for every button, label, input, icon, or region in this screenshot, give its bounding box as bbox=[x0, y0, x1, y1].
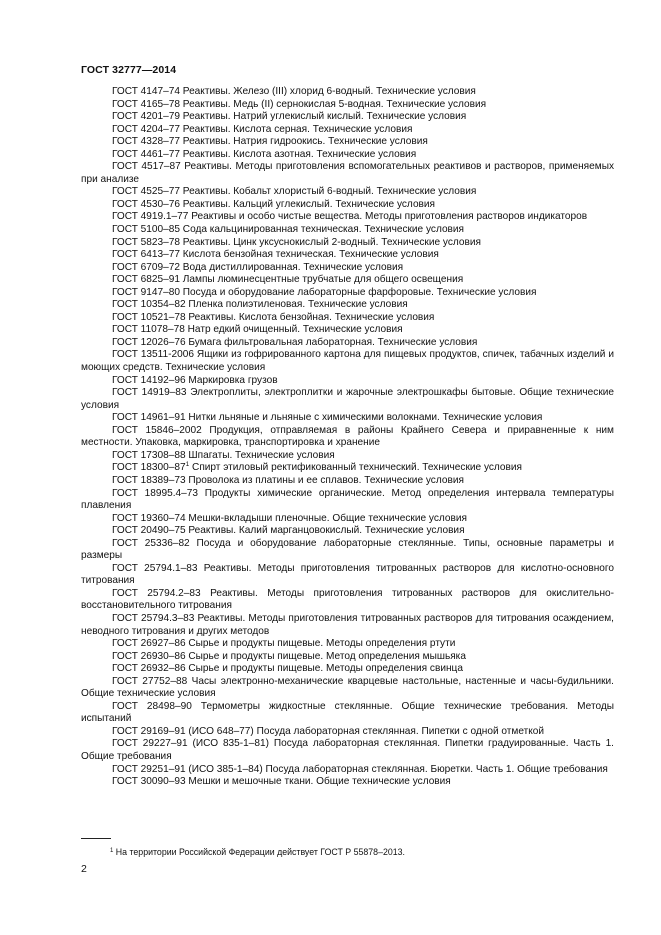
reference-entry bbox=[81, 462, 614, 475]
reference-text: ГОСТ 26930–86 Сырье и продукты пищевые. Метод определения мышьяка bbox=[112, 650, 466, 662]
reference-text: ГОСТ 4328–77 Реактивы. Натрия гидроокись. Технические условия bbox=[112, 136, 428, 148]
reference-text: ГОСТ 4530–76 Реактивы. Кальций углекислый. Технические условия bbox=[112, 198, 436, 210]
reference-entry bbox=[81, 86, 614, 99]
reference-entry bbox=[81, 211, 614, 224]
reference-entry bbox=[81, 676, 614, 701]
reference-text: ГОСТ 4204–77 Реактивы. Кислота серная. Технические условия bbox=[112, 123, 413, 135]
reference-entry bbox=[81, 299, 614, 312]
reference-entry bbox=[81, 613, 614, 638]
reference-text: ГОСТ 18995.4–73 Продукты химические органические. Метод определения интервала температуры плавления bbox=[81, 487, 614, 512]
reference-text: ГОСТ 25794.3–83 Реактивы. Методы приготовления титрованных растворов для титрования осаждением, неводного титрования и других методов bbox=[81, 612, 614, 637]
reference-text: ГОСТ 25336–82 Посуда и оборудование лабораторные стеклянные. Типы, основные параметры и размеры bbox=[81, 537, 614, 562]
reference-text: ГОСТ 18389–73 Проволока из платины и ее сплавов. Технические условия bbox=[112, 474, 464, 486]
reference-text: ГОСТ 30090–93 Мешки и мешочные ткани. Общие технические условия bbox=[112, 776, 451, 788]
reference-entry bbox=[81, 538, 614, 563]
reference-entry bbox=[81, 475, 614, 488]
reference-entry bbox=[81, 262, 614, 275]
reference-text: ГОСТ 29227–91 (ИСО 835-1–81) Посуда лабораторная стеклянная. Пипетки градуированные. Часть 1. Общие требования bbox=[81, 738, 614, 762]
reference-entry bbox=[81, 224, 614, 237]
reference-entry bbox=[81, 651, 614, 664]
reference-text: ГОСТ 26932–86 Сырье и продукты пищевые. Методы определения свинца bbox=[112, 663, 463, 675]
footnote-marker: 1 bbox=[110, 848, 114, 854]
reference-text: ГОСТ 26927–86 Сырье и продукты пищевые. Методы определения ртути bbox=[112, 638, 456, 650]
reference-text: ГОСТ 5100–85 Сода кальцинированная техническая. Технические условия bbox=[112, 224, 465, 236]
reference-entry bbox=[81, 588, 614, 613]
reference-entry bbox=[81, 287, 614, 300]
reference-text: ГОСТ 18300–87 bbox=[112, 462, 186, 474]
reference-entry bbox=[81, 488, 614, 513]
reference-text: ГОСТ 4147–74 Реактивы. Железо (III) хлорид 6-водный. Технические условия bbox=[112, 86, 476, 97]
reference-text: ГОСТ 4461–77 Реактивы. Кислота азотная. Технические условия bbox=[112, 148, 417, 160]
reference-entry bbox=[81, 375, 614, 388]
page-number: 2 bbox=[81, 863, 87, 875]
reference-entry bbox=[81, 738, 614, 763]
reference-entry bbox=[81, 111, 614, 124]
reference-entry bbox=[81, 663, 614, 676]
reference-text: ГОСТ 29169–91 (ИСО 648–77) Посуда лабораторная стеклянная. Пипетки с одной отметкой bbox=[112, 725, 545, 737]
footnote-separator bbox=[81, 838, 111, 839]
reference-text: ГОСТ 4165–78 Реактивы. Медь (II) сернокислая 5-водная. Технические условия bbox=[112, 98, 487, 110]
reference-entry bbox=[81, 237, 614, 250]
reference-entry bbox=[81, 513, 614, 526]
reference-entry bbox=[81, 337, 614, 350]
reference-text: ГОСТ 14192–96 Маркировка грузов bbox=[112, 374, 278, 386]
reference-text: ГОСТ 5823–78 Реактивы. Цинк уксуснокислый 2-водный. Технические условия bbox=[112, 236, 481, 248]
reference-text: ГОСТ 14961–91 Нитки льняные и льняные с химическими волокнами. Технические условия bbox=[112, 412, 543, 424]
reference-text: ГОСТ 4517–87 Реактивы. Методы приготовления вспомогательных реактивов и растворов, применяемых при анализе bbox=[81, 161, 614, 185]
page-header: ГОСТ 32777—2014 bbox=[81, 64, 177, 76]
reference-text: ГОСТ 9147–80 Посуда и оборудование лабораторные фарфоровые. Технические условия bbox=[112, 286, 537, 298]
reference-entry bbox=[81, 161, 614, 186]
reference-entry bbox=[81, 701, 614, 726]
reference-entry bbox=[81, 324, 614, 337]
reference-text: ГОСТ 13511-2006 Ящики из гофрированного картона для пищевых продуктов, спичек, табачных изделий и моющих средств. Технические условия bbox=[81, 349, 614, 374]
reference-text: ГОСТ 4525–77 Реактивы. Кобальт хлористый 6-водный. Технические условия bbox=[112, 186, 477, 198]
reference-text: ГОСТ 4919.1–77 Реактивы и особо чистые вещества. Методы приготовления растворов индикаторов bbox=[112, 211, 588, 223]
reference-entry bbox=[81, 124, 614, 137]
reference-entry bbox=[81, 525, 614, 538]
footnote bbox=[110, 847, 405, 858]
reference-entry bbox=[81, 412, 614, 425]
reference-text: ГОСТ 25794.2–83 Реактивы. Методы приготовления титрованных растворов для окислительно-восстановительного титрования bbox=[81, 587, 614, 612]
reference-text: ГОСТ 10521–78 Реактивы. Кислота бензойная. Технические условия bbox=[112, 311, 435, 323]
reference-entry bbox=[81, 99, 614, 112]
reference-text: ГОСТ 12026–76 Бумага фильтровальная лабораторная. Технические условия bbox=[112, 336, 478, 348]
reference-entry bbox=[81, 136, 614, 149]
reference-text: ГОСТ 6413–77 Кислота бензойная техническая. Технические условия bbox=[112, 249, 439, 261]
reference-entry bbox=[81, 199, 614, 212]
reference-entry bbox=[81, 274, 614, 287]
reference-text: ГОСТ 29251–91 (ИСО 385-1–84) Посуда лабораторная стеклянная. Бюретки. Часть 1. Общие требования bbox=[112, 763, 608, 775]
reference-entry bbox=[81, 638, 614, 651]
reference-text: ГОСТ 11078–78 Натр едкий очищенный. Технические условия bbox=[112, 324, 403, 336]
reference-text: ГОСТ 25794.1–83 Реактивы. Методы приготовления титрованных растворов для кислотно-основного титрования bbox=[81, 562, 614, 587]
reference-entry bbox=[81, 249, 614, 262]
reference-text: ГОСТ 20490–75 Реактивы. Калий марганцовокислый. Технические условия bbox=[112, 525, 465, 537]
reference-entry bbox=[81, 563, 614, 588]
reference-entry bbox=[81, 450, 614, 463]
reference-entry bbox=[81, 312, 614, 325]
reference-entry bbox=[81, 726, 614, 739]
reference-text: ГОСТ 27752–88 Часы электронно-механические кварцевые настольные, настенные и часы-будильники. Общие технические условия bbox=[81, 675, 614, 700]
reference-text: ГОСТ 6825–91 Лампы люминесцентные трубчатые для общего освещения bbox=[112, 274, 464, 286]
reference-entry bbox=[81, 387, 614, 412]
footnote-reference-marker: 1 bbox=[185, 461, 190, 469]
reference-entry bbox=[81, 149, 614, 162]
reference-text: ГОСТ 19360–74 Мешки-вкладыши пленочные. Общие технические условия bbox=[112, 512, 467, 524]
reference-text: ГОСТ 4201–79 Реактивы. Натрий углекислый кислый. Технические условия bbox=[112, 111, 467, 123]
reference-entry bbox=[81, 425, 614, 450]
reference-text-continued: Спирт этиловый ректификованный технический. Технические условия bbox=[189, 462, 523, 474]
footnote-text: На территории Российской Федерации действует ГОСТ Р 55878–2013. bbox=[113, 847, 405, 857]
reference-text: ГОСТ 14919–83 Электроплиты, электроплитки и жарочные электрошкафы бытовые. Общие технические условия bbox=[81, 387, 614, 411]
reference-text: ГОСТ 6709–72 Вода дистиллированная. Технические условия bbox=[112, 261, 404, 273]
reference-text: ГОСТ 15846–2002 Продукция, отправляемая в районы Крайнего Севера и приравненные к ним местности. Упаковка, маркировка, транспортировка и хранение bbox=[81, 424, 614, 449]
reference-text: ГОСТ 28498–90 Термометры жидкостные стеклянные. Общие технические требования. Методы испытаний bbox=[81, 700, 614, 725]
reference-entry bbox=[81, 349, 614, 374]
reference-text: ГОСТ 10354–82 Пленка полиэтиленовая. Технические условия bbox=[112, 299, 408, 311]
reference-entry bbox=[81, 776, 614, 789]
normative-references-list bbox=[81, 86, 614, 789]
reference-text: ГОСТ 17308–88 Шпагаты. Технические условия bbox=[112, 449, 335, 461]
reference-entry bbox=[81, 186, 614, 199]
reference-entry bbox=[81, 764, 614, 777]
